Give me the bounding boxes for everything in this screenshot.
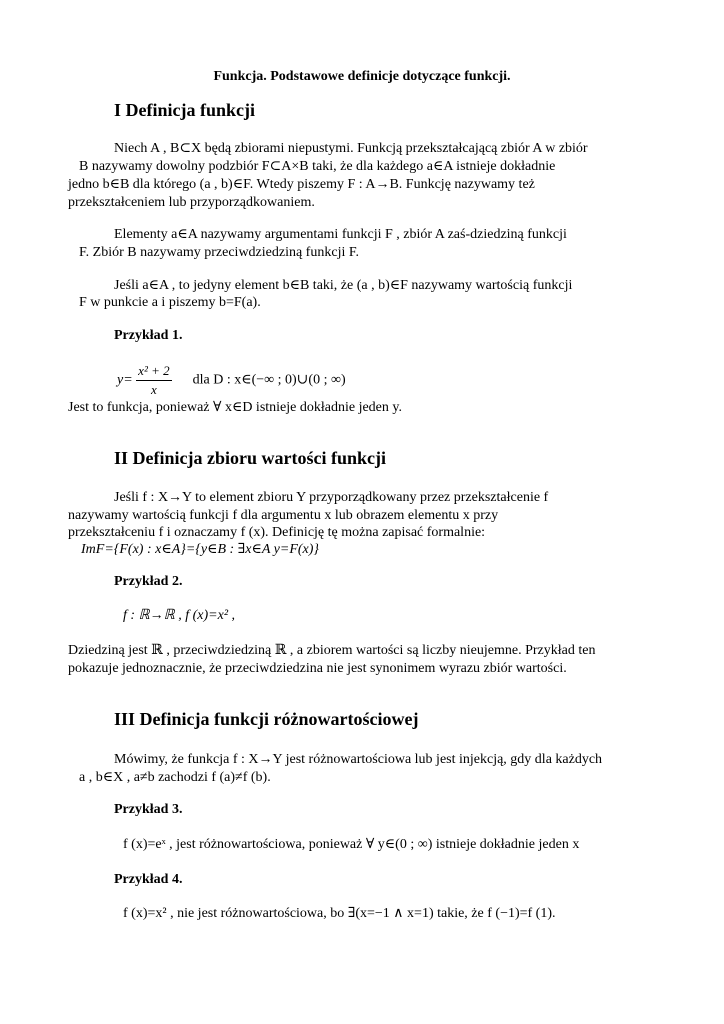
example-1-domain: dla D : x∈(−∞ ; 0)∪(0 ; ∞) [192, 372, 346, 388]
example-1-formula [117, 362, 346, 399]
example-4-text: f (x)=x² , nie jest różnowartościowa, bo ∃(x=−1 ∧ x=1) takie, że f (−1)=f (1). [123, 906, 556, 921]
example-1-conclusion: Jest to funkcja, ponieważ ∀ x∈D istnieje dokładnie jeden y. [68, 400, 402, 415]
s1-p3-line1: Jeśli a∈A , to jedyny element b∈B taki, że (a , b)∈F nazywamy wartością funkcji [114, 278, 573, 293]
s1-p2-line2: F. Zbiór B nazywamy przeciwdziedziną funkcji F. [79, 245, 360, 260]
s1-p3-line2: F w punkcie a i piszemy b=F(a). [79, 295, 261, 310]
s2-p2-line2: pokazuje jednoznacznie, że przeciwdziedzina nie jest synonimem wyrazu zbiór wartości. [68, 661, 567, 676]
s1-p2-line1: Elementy a∈A nazywamy argumentami funkcji F , zbiór A zaś-dziedziną funkcji [114, 227, 567, 242]
s1-p1-line3: jedno b∈B dla którego (a , b)∈F. Wtedy piszemy F : A→B. Funkcję nazywamy też [68, 177, 535, 192]
example-4-label: Przykład 4. [114, 872, 183, 887]
image-set-formula: ImF={F(x) : x∈A}={y∈B : ∃x∈A y=F(x)} [81, 542, 320, 557]
example-1-label: Przykład 1. [114, 328, 183, 343]
example-1-fraction [136, 362, 171, 399]
section-1-heading: I Definicja funkcji [114, 100, 255, 120]
example-3-text: f (x)=eˣ , jest różnowartościowa, ponieważ ∀ y∈(0 ; ∞) istnieje dokładnie jeden x [123, 837, 580, 852]
example-2-formula: f : ℝ→ℝ , f (x)=x² , [123, 608, 236, 623]
s2-p1-line2: nazywamy wartością funkcji f dla argumentu x lub obrazem elementu x przy [68, 508, 499, 523]
s2-p2-line1: Dziedziną jest ℝ , przeciwdziedziną ℝ , a zbiorem wartości są liczby nieujemne. Przykład ten [68, 643, 596, 658]
document-title: Funkcja. Podstawowe definicje dotyczące funkcji. [213, 69, 511, 84]
s1-p1-line1: Niech A , B⊂X będą zbiorami niepustymi. Funkcją przekształcającą zbiór A w zbiór [114, 141, 588, 156]
example-2-label: Przykład 2. [114, 574, 183, 589]
s3-p1-line1: Mówimy, że funkcja f : X→Y jest różnowartościowa lub jest injekcją, gdy dla każdych [114, 752, 603, 767]
section-3-heading: III Definicja funkcji różnowartościowej [114, 709, 419, 729]
example-1-lhs: y= [117, 372, 133, 388]
example-1-denominator: x [151, 382, 157, 397]
s3-p1-line2: a , b∈X , a≠b zachodzi f (a)≠f (b). [79, 770, 271, 785]
s2-p1-line3: przekształceniu f i oznaczamy f (x). Definicję tę można zapisać formalnie: [68, 525, 486, 540]
example-3-label: Przykład 3. [114, 802, 183, 817]
s1-p1-line4: przekształceniem lub przyporządkowaniem. [68, 195, 315, 210]
s1-p1-line2: B nazywamy dowolny podzbiór F⊂A×B taki, że dla każdego a∈A istnieje dokładnie [79, 159, 556, 174]
s2-p1-line1: Jeśli f : X→Y to element zbioru Y przyporządkowany przez przekształcenie f [114, 490, 549, 505]
section-2-heading: II Definicja zbioru wartości funkcji [114, 448, 386, 468]
example-1-numerator: x² + 2 [136, 362, 171, 381]
